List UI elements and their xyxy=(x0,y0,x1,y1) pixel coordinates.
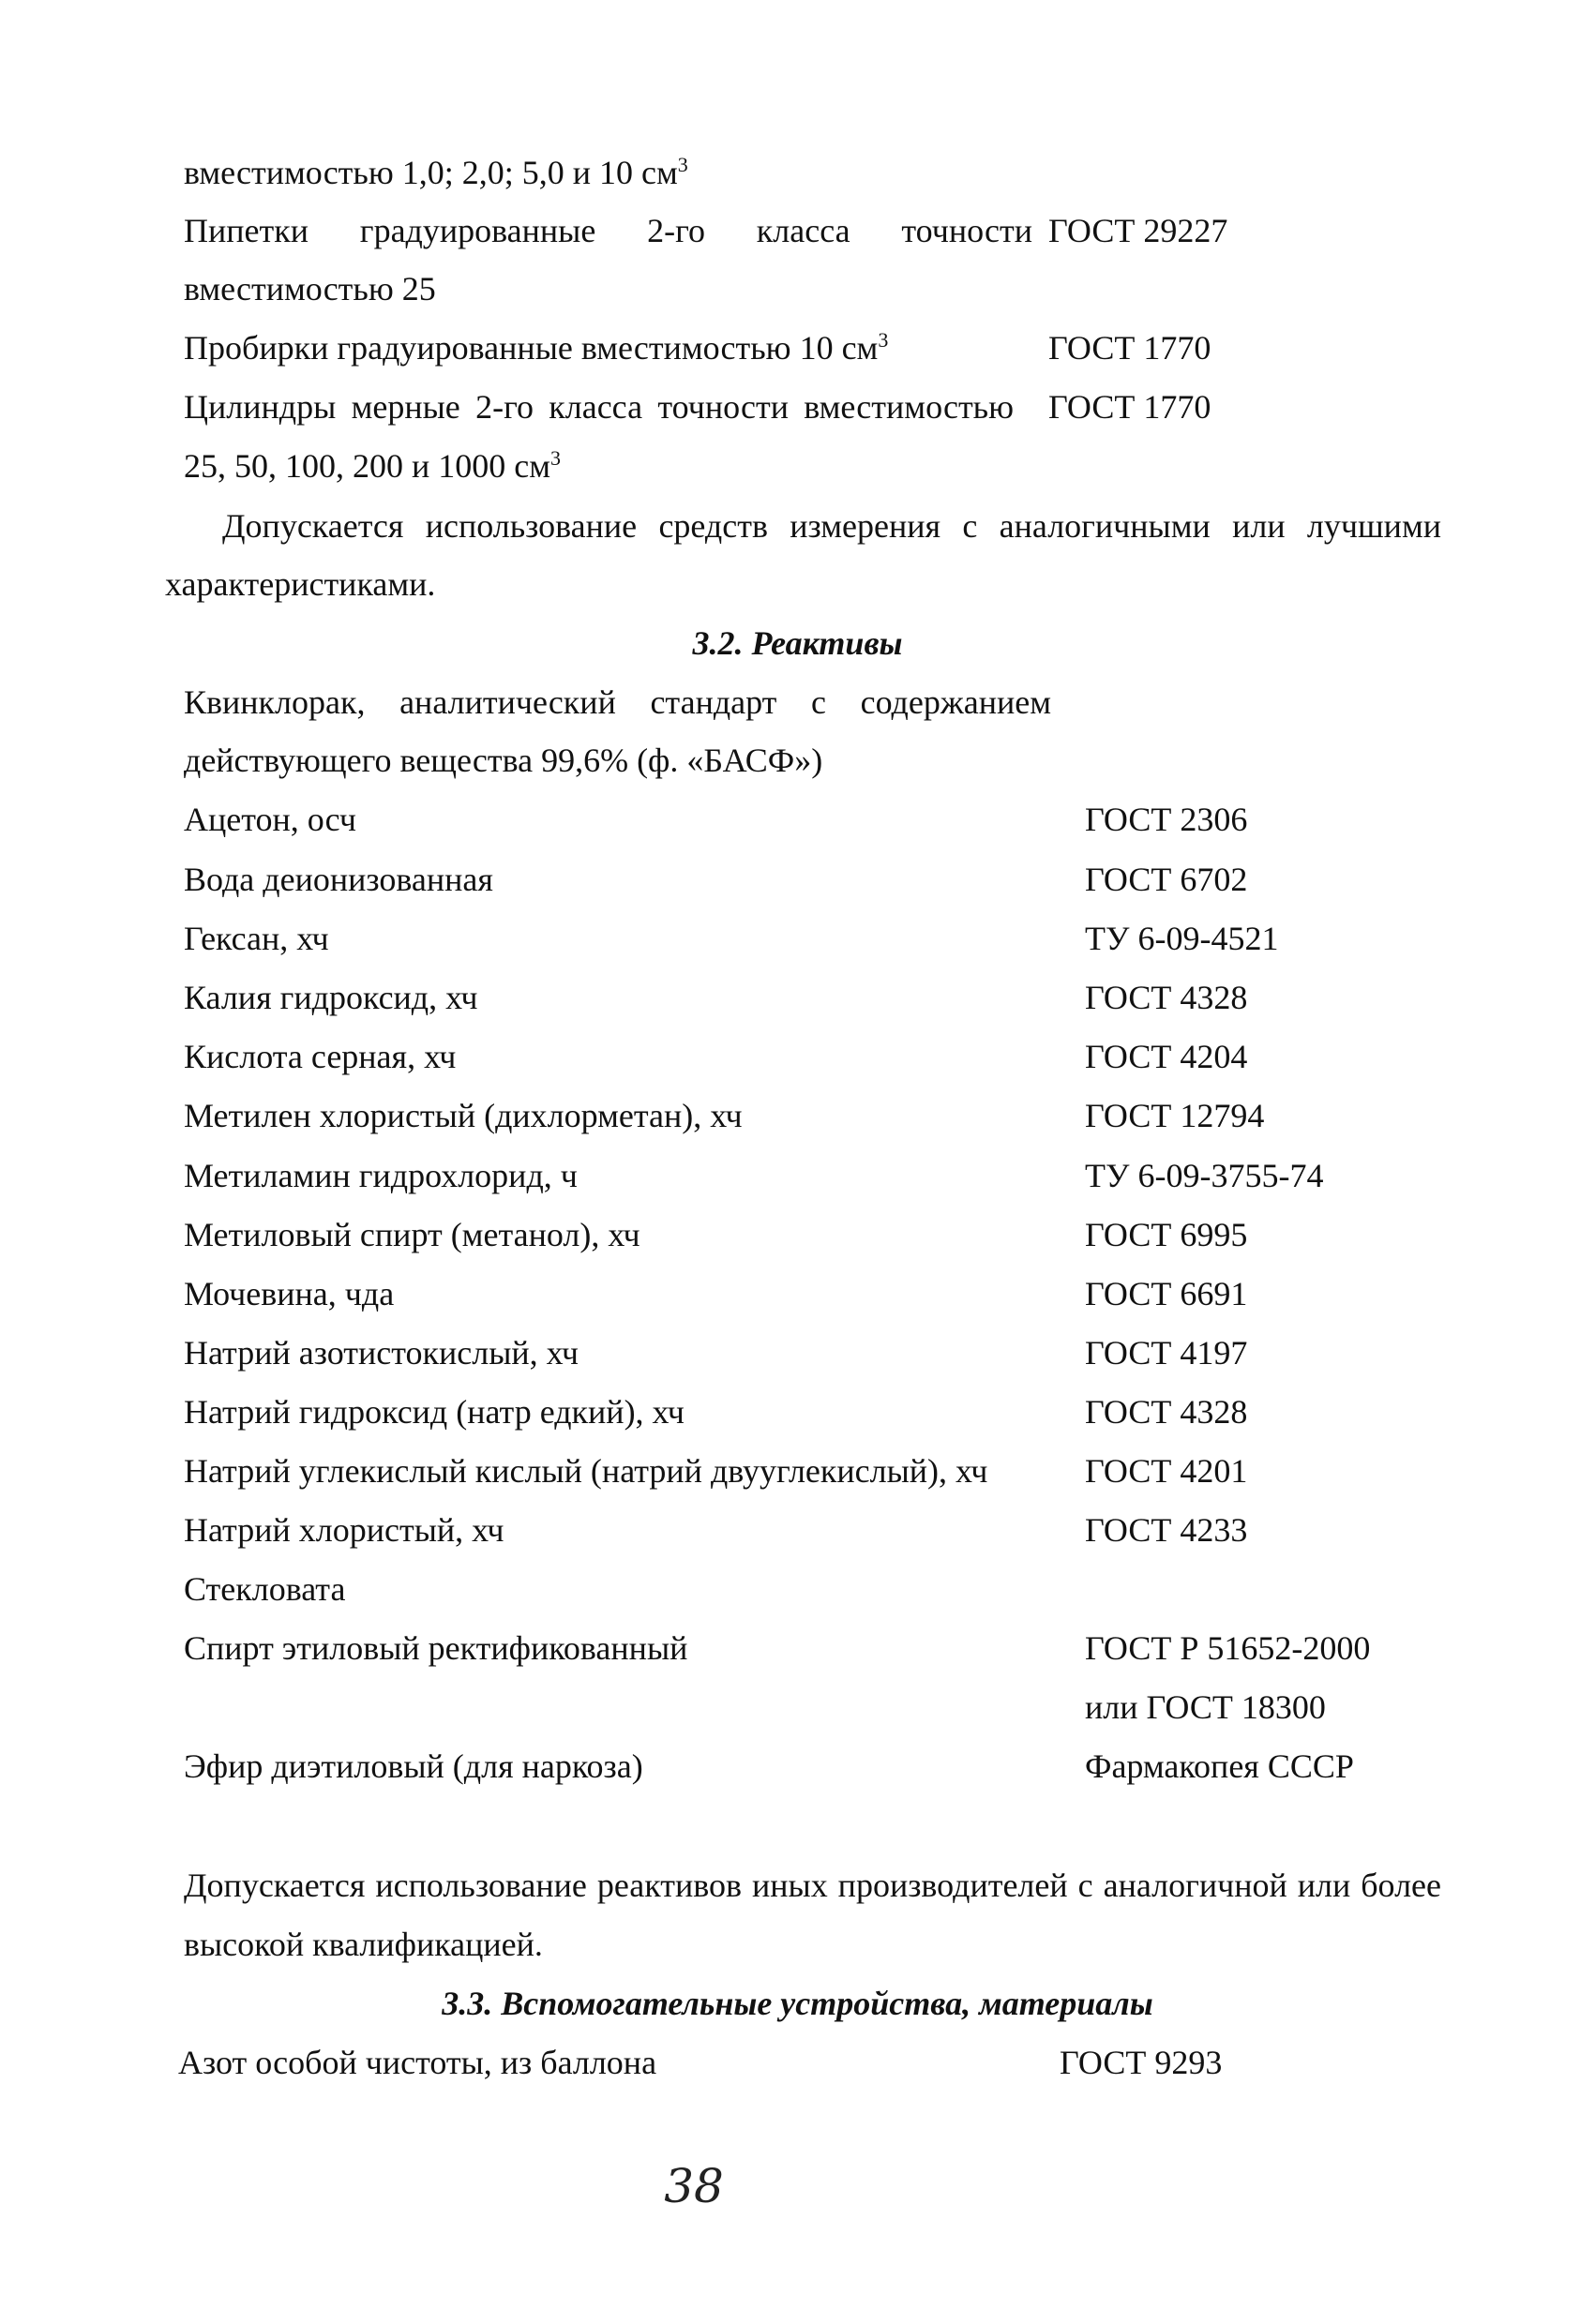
pipettes-name: Пипетки градуированные 2-го класса точности xyxy=(184,212,1032,249)
reagent-standard: ГОСТ 4197 xyxy=(1085,1334,1248,1372)
note-measurement-line1: Допускается использование средств измерения с аналогичными или лучшими xyxy=(222,507,1441,545)
reagent-name: Натрий хлористый, хч xyxy=(184,1511,504,1549)
superscript: 3 xyxy=(550,446,562,470)
cylinders-standard: ГОСТ 1770 xyxy=(1048,388,1211,426)
reagent-standard: ГОСТ 6995 xyxy=(1085,1216,1248,1253)
note-reagents-line1: Допускается использование реактивов иных производителей с аналогичной или более xyxy=(184,1867,1441,1904)
capacity-line xyxy=(184,153,688,191)
reagent-standard: ГОСТ 12794 xyxy=(1085,1097,1265,1134)
superscript: 3 xyxy=(878,328,889,352)
tubes-name xyxy=(184,328,889,367)
reagent-standard: Фармакопея СССР xyxy=(1085,1747,1354,1785)
reagent-standard: ГОСТ 4204 xyxy=(1085,1038,1248,1075)
note-measurement-line2: характеристиками. xyxy=(165,565,436,603)
cylinders-name: Цилиндры мерные 2-го класса точности вместимостью xyxy=(184,388,1014,426)
note-reagents-line2: высокой квалификацией. xyxy=(184,1926,543,1963)
reagent-name: Кислота серная, хч xyxy=(184,1038,457,1075)
cylinders-sizes xyxy=(184,446,562,485)
reagent-name: Метиламин гидрохлорид, ч xyxy=(184,1157,578,1194)
reagent-standard: или ГОСТ 18300 xyxy=(1085,1688,1326,1726)
pipettes-capacity: вместимостью 25 xyxy=(184,270,436,307)
reagent-standard: ГОСТ 4328 xyxy=(1085,1393,1248,1431)
reagent-name: Натрий азотистокислый, хч xyxy=(184,1334,579,1372)
reagent-standard: ТУ 6-09-4521 xyxy=(1085,920,1279,957)
reagent-name: Натрий гидроксид (натр едкий), хч xyxy=(184,1393,685,1431)
reagent-standard: ГОСТ 4201 xyxy=(1085,1452,1248,1490)
reagent-name: Ацетон, осч xyxy=(184,801,357,838)
aux-heading: 3.3. Вспомогательные устройства, материалы xyxy=(442,1985,1153,2022)
page-number: 38 xyxy=(664,2159,724,2213)
reagent-standard: ГОСТ Р 51652-2000 xyxy=(1085,1629,1371,1667)
reagent-standard: ГОСТ 2306 xyxy=(1085,801,1248,838)
reagent-standard: ГОСТ 6691 xyxy=(1085,1275,1248,1312)
reagent-name: Метилен хлористый (дихлорметан), хч xyxy=(184,1097,743,1134)
reagent-name: Калия гидроксид, хч xyxy=(184,979,478,1016)
reagent-name: Спирт этиловый ректификованный xyxy=(184,1629,688,1667)
tubes-text: Пробирки градуированные вместимостью 10 см xyxy=(184,329,879,367)
standard-line2: действующего вещества 99,6% (ф. «БАСФ») xyxy=(184,742,823,779)
reagent-name: Натрий углекислый кислый (натрий двууглекислый), хч xyxy=(184,1452,988,1490)
reagent-standard: ГОСТ 4328 xyxy=(1085,979,1248,1016)
reagent-standard: ТУ 6-09-3755-74 xyxy=(1085,1157,1324,1194)
reagent-name: Вода деионизованная xyxy=(184,861,493,898)
reagent-name: Гексан, хч xyxy=(184,920,329,957)
reagent-name: Стекловата xyxy=(184,1570,346,1608)
pipettes-standard: ГОСТ 29227 xyxy=(1048,212,1228,249)
reagent-standard: ГОСТ 6702 xyxy=(1085,861,1248,898)
cylinders-sizes-text: 25, 50, 100, 200 и 1000 см xyxy=(184,447,551,485)
reagent-name: Эфир диэтиловый (для наркоза) xyxy=(184,1747,643,1785)
reagent-standard: ГОСТ 4233 xyxy=(1085,1511,1248,1549)
aux-item-name: Азот особой чистоты, из баллона xyxy=(178,2044,657,2081)
capacity-text: вместимостью 1,0; 2,0; 5,0 и 10 см xyxy=(184,154,678,191)
reagent-name: Мочевина, чда xyxy=(184,1275,395,1312)
reagents-heading: 3.2. Реактивы xyxy=(692,624,903,662)
superscript: 3 xyxy=(677,153,688,176)
standard-line1: Квинклорак, аналитический стандарт с содержанием xyxy=(184,683,1051,721)
reagent-name: Метиловый спирт (метанол), хч xyxy=(184,1216,640,1253)
tubes-standard: ГОСТ 1770 xyxy=(1048,329,1211,367)
aux-item-standard: ГОСТ 9293 xyxy=(1060,2044,1223,2081)
